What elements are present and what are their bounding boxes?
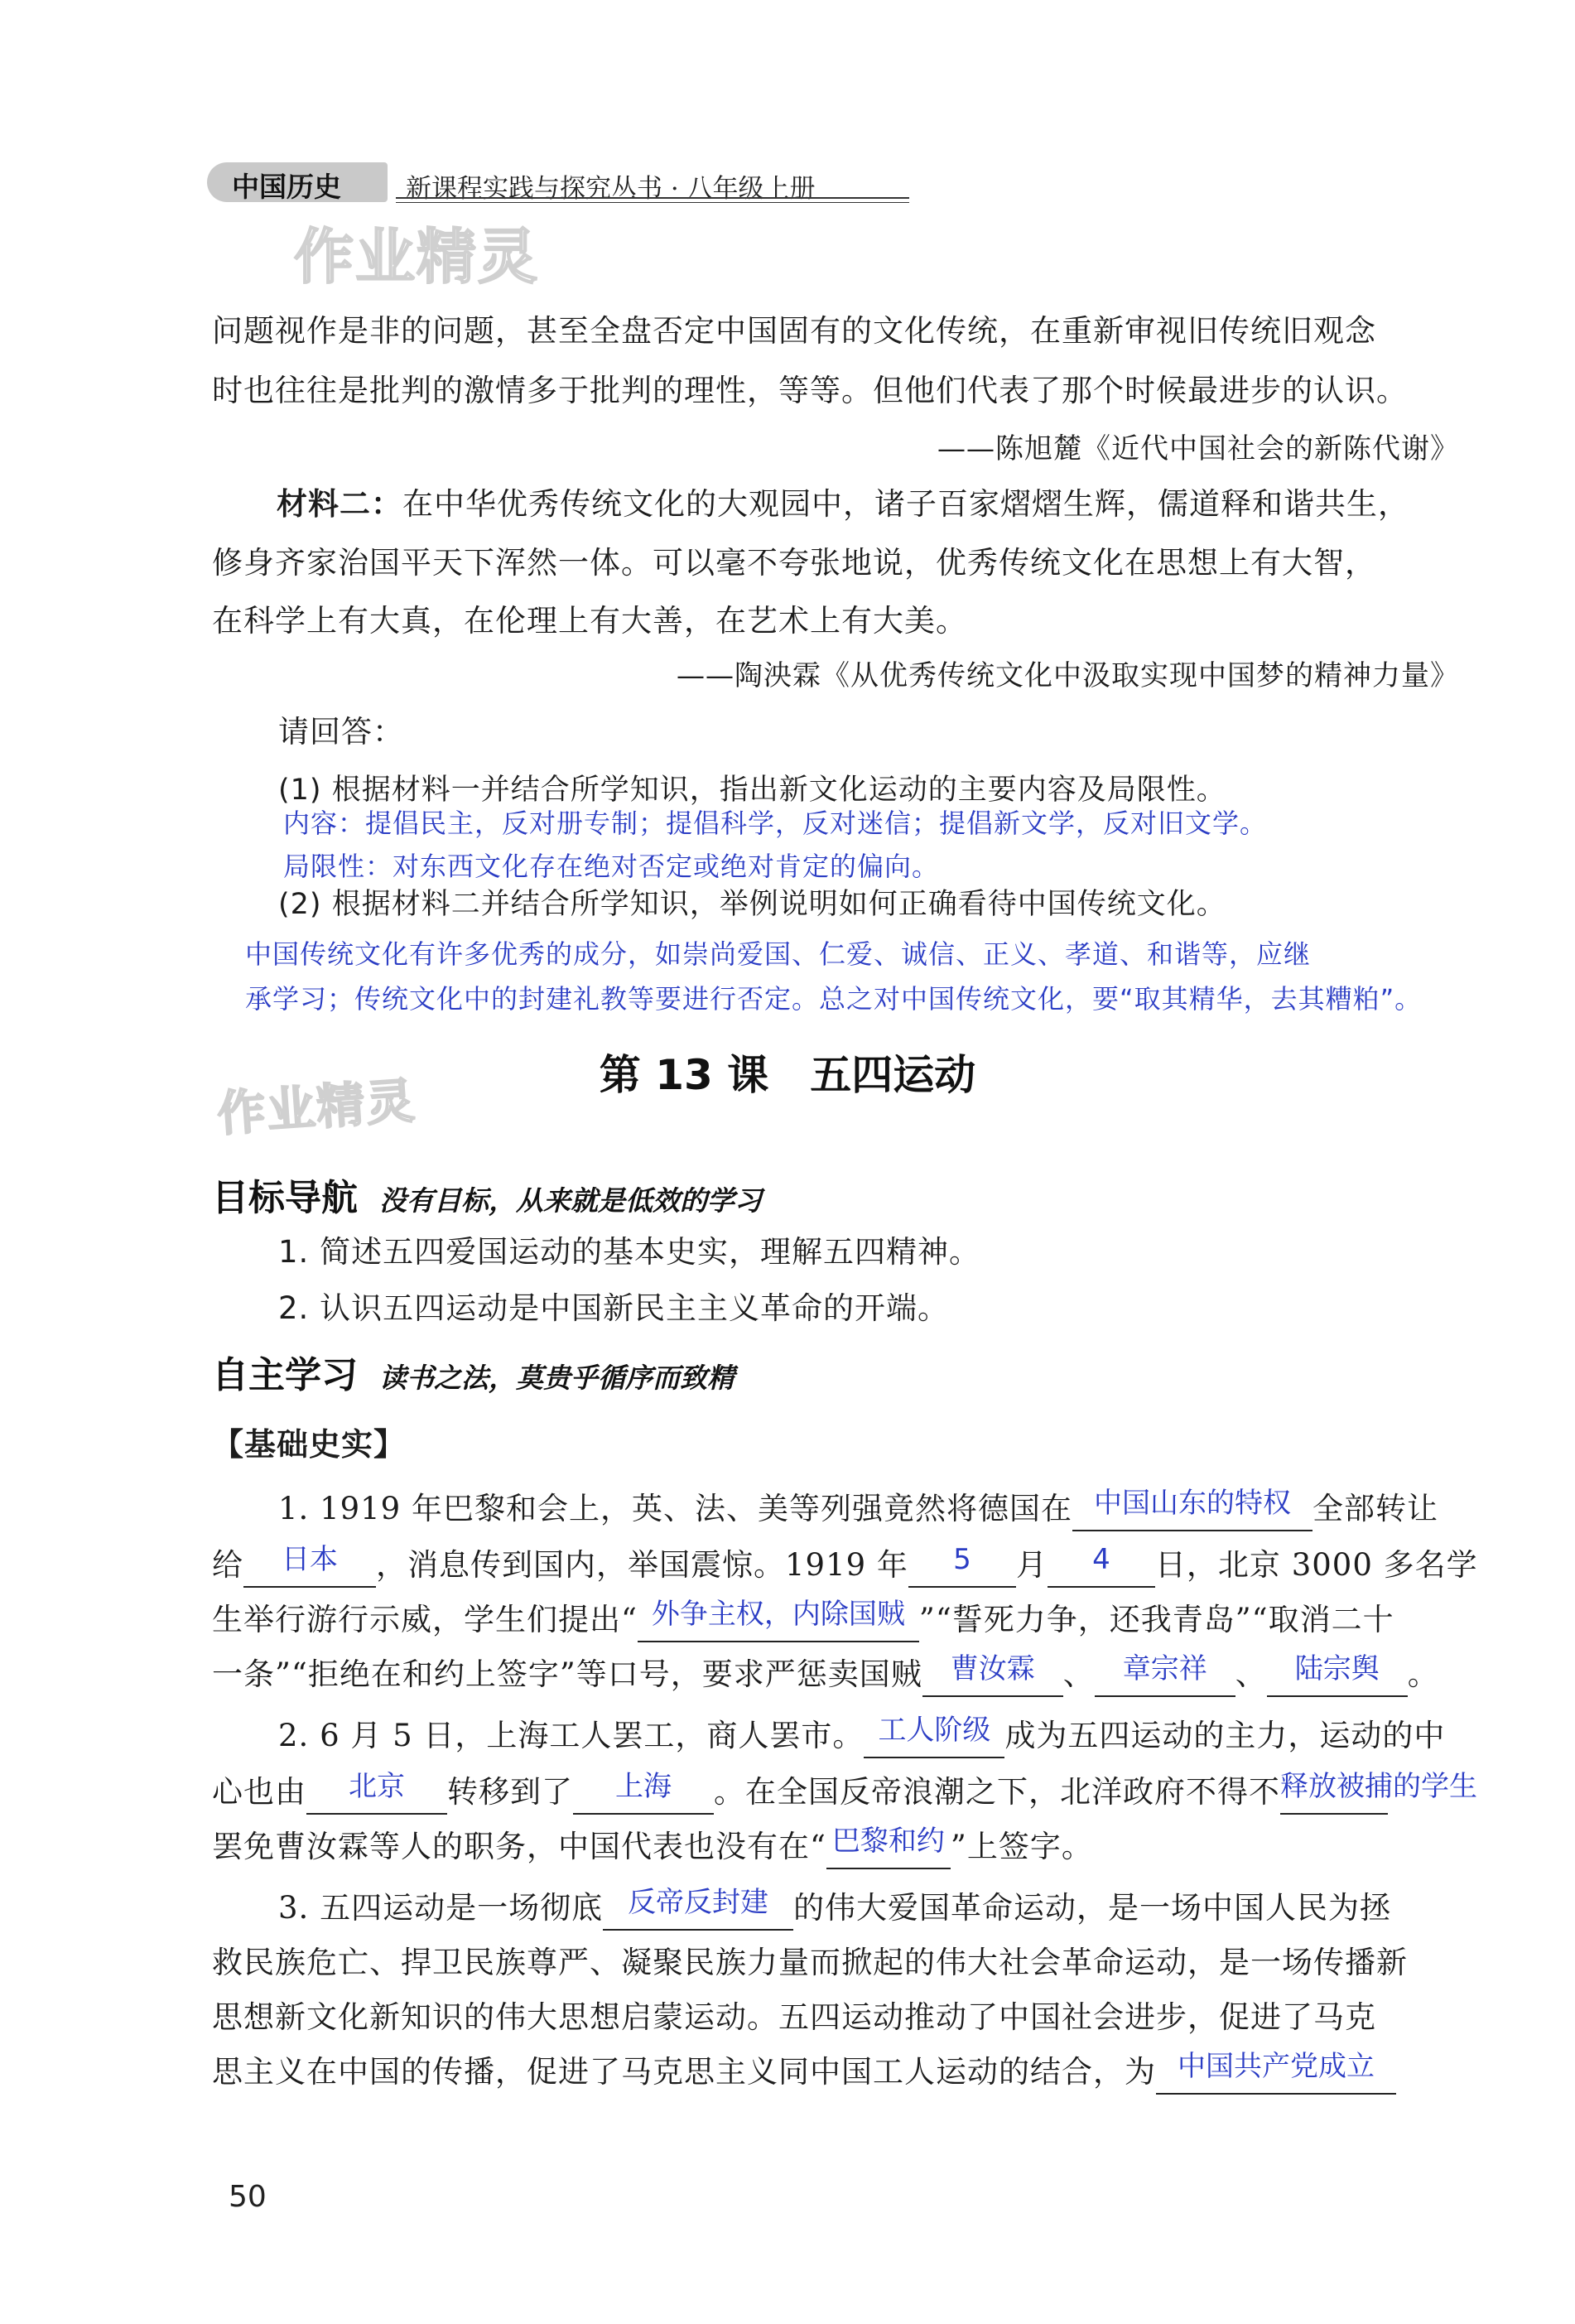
selfstudy-heading: 自主学习 — [212, 1354, 358, 1396]
material1-line-1: 问题视作是非的问题，甚至全盘否定中国固有的文化传统，在重新审视旧传统旧观念 — [212, 313, 1376, 349]
blank-traitor-3[interactable]: 陆宗舆 — [1267, 1655, 1408, 1697]
blank-center-from[interactable]: 北京 — [306, 1772, 447, 1815]
blank-german-rights[interactable]: 中国山东的特权 — [1072, 1489, 1312, 1531]
blank-center-to[interactable]: 上海 — [573, 1772, 714, 1815]
basics-heading: 【基础史实】 — [212, 1426, 407, 1463]
material1-line-2: 时也往往是批判的激情多于批判的理性，等等。但他们代表了那个时候最进步的认识。 — [212, 373, 1408, 408]
material2-line-2: 修身齐家治国平天下浑然一体。可以毫不夸张地说，优秀传统文化在思想上有大智， — [212, 545, 1376, 581]
lesson-title: 第 13 课 五四运动 — [599, 1051, 976, 1099]
blank-party-founding[interactable]: 中国共产党成立 — [1156, 2052, 1396, 2095]
fact-3-line-1: 3. 五四运动是一场彻底 反帝反封建 的伟大爱国革命运动，是一场中国人民为拯 — [278, 1888, 1391, 1931]
material1-source: ——陈旭麓《近代中国社会的新陈代谢》 — [937, 432, 1459, 465]
blank-traitor-2[interactable]: 章宗祥 — [1095, 1655, 1235, 1697]
blank-traitor-1[interactable]: 曹汝霖 — [922, 1655, 1063, 1697]
material2-source: ——陶泱霖《从优秀传统文化中汲取实现中国梦的精神力量》 — [677, 659, 1459, 692]
watermark-top: 作业精灵 — [294, 222, 540, 292]
blank-nature[interactable]: 反帝反封建 — [603, 1888, 793, 1931]
answer-1-content: 内容：提倡民主，反对册专制；提倡科学，反对迷信；提倡新文学，反对旧文学。 — [283, 808, 1268, 839]
blank-slogan[interactable]: 外争主权，内除国贼 — [638, 1600, 919, 1642]
fact-2-line-2: 心也由 北京 转移到了 上海 。在全国反帝浪潮之下，北洋政府不得不释放被捕的学生 — [212, 1772, 1388, 1815]
blank-main-force[interactable]: 工人阶级 — [864, 1716, 1004, 1758]
fact-2-line-1: 2. 6 月 5 日，上海工人罢工，商人罢市。 工人阶级 成为五四运动的主力，运动的中 — [278, 1716, 1445, 1758]
blank-government-action[interactable]: 释放被捕的学生 — [1280, 1772, 1388, 1815]
selfstudy-motto: 读书之法，莫贵乎循序而致精 — [379, 1362, 735, 1394]
answer-2-line-1: 中国传统文化有许多优秀的成分，如崇尚爱国、仁爱、诚信、正义、孝道、和谐等，应继 — [245, 938, 1312, 970]
answer-prompt: 请回答： — [278, 714, 404, 750]
material2-label: 材料二： — [277, 485, 402, 522]
header-rule-top — [396, 197, 909, 199]
goal-item-1: 1. 简述五四爱国运动的基本史实，理解五四精神。 — [278, 1234, 981, 1270]
goals-section — [212, 1168, 762, 1221]
fact-1-line-4: 一条”“拒绝在和约上签字”等口号，要求严惩卖国贼 曹汝霖 、 章宗祥 、 陆宗舆 。 — [212, 1655, 1439, 1697]
goals-heading: 目标导航 — [212, 1177, 358, 1219]
fact-3-line-4: 思主义在中国的传播，促进了马克思主义同中国工人运动的结合，为 中国共产党成立 — [212, 2052, 1396, 2095]
fact-1-line-2: 给 日本 ，消息传到国内，举国震惊。1919 年 5 月 4 日，北京 3000 多名学 — [212, 1545, 1478, 1588]
series-title: 新课程实践与探究丛书 · 八年级上册 — [406, 174, 816, 204]
watermark-lesson: 作业精灵 — [215, 1072, 418, 1143]
blank-month[interactable]: 5 — [908, 1545, 1016, 1588]
selfstudy-section — [212, 1345, 735, 1398]
blank-recipient[interactable]: 日本 — [243, 1545, 376, 1588]
header-rule-bottom — [396, 202, 909, 203]
blank-day[interactable]: 4 — [1048, 1545, 1155, 1588]
fact-3-line-3: 思想新文化新知识的伟大思想启蒙运动。五四运动推动了中国社会进步，促进了马克 — [212, 1999, 1376, 2035]
question-1: (1) 根据材料一并结合所学知识，指出新文化运动的主要内容及局限性。 — [278, 774, 1226, 807]
fact-2-line-3: 罢免曹汝霖等人的职务，中国代表也没有在“ 巴黎和约 ”上签字。 — [212, 1827, 1093, 1869]
answer-1-limitation: 局限性：对东西文化存在绝对否定或绝对肯定的偏向。 — [283, 851, 940, 882]
goals-motto: 没有目标，从来就是低效的学习 — [379, 1184, 762, 1217]
goal-item-2: 2. 认识五四运动是中国新民主主义革命的开端。 — [278, 1290, 950, 1326]
question-2: (2) 根据材料二并结合所学知识，举例说明如何正确看待中国传统文化。 — [278, 888, 1226, 921]
page-number: 50 — [229, 2180, 267, 2214]
blank-treaty[interactable]: 巴黎和约 — [826, 1827, 951, 1869]
material2-text-1: 在中华优秀传统文化的大观园中，诸子百家熠熠生辉，儒道释和谐共生， — [402, 486, 1409, 522]
fact-3-line-2: 救民族危亡、捍卫民族尊严、凝聚民族力量而掀起的伟大社会革命运动，是一场传播新 — [212, 1945, 1408, 1980]
fact-1-line-3: 生举行游行示威，学生们提出“ 外争主权，内除国贼 ”“誓死力争，还我青岛”“取消二十 — [212, 1600, 1394, 1642]
answer-2-line-2: 承学习；传统文化中的封建礼教等要进行否定。总之对中国传统文化，要“取其精华，去其糟粕”。 — [245, 983, 1423, 1015]
material2-line-1 — [277, 484, 1409, 524]
page-header — [207, 157, 919, 207]
subject-label: 中国历史 — [232, 171, 341, 203]
material2-line-3: 在科学上有大真，在伦理上有大善，在艺术上有大美。 — [212, 603, 967, 639]
fact-1-line-1: 1. 1919 年巴黎和会上，英、法、美等列强竟然将德国在 中国山东的特权 全部转让 — [278, 1489, 1438, 1531]
